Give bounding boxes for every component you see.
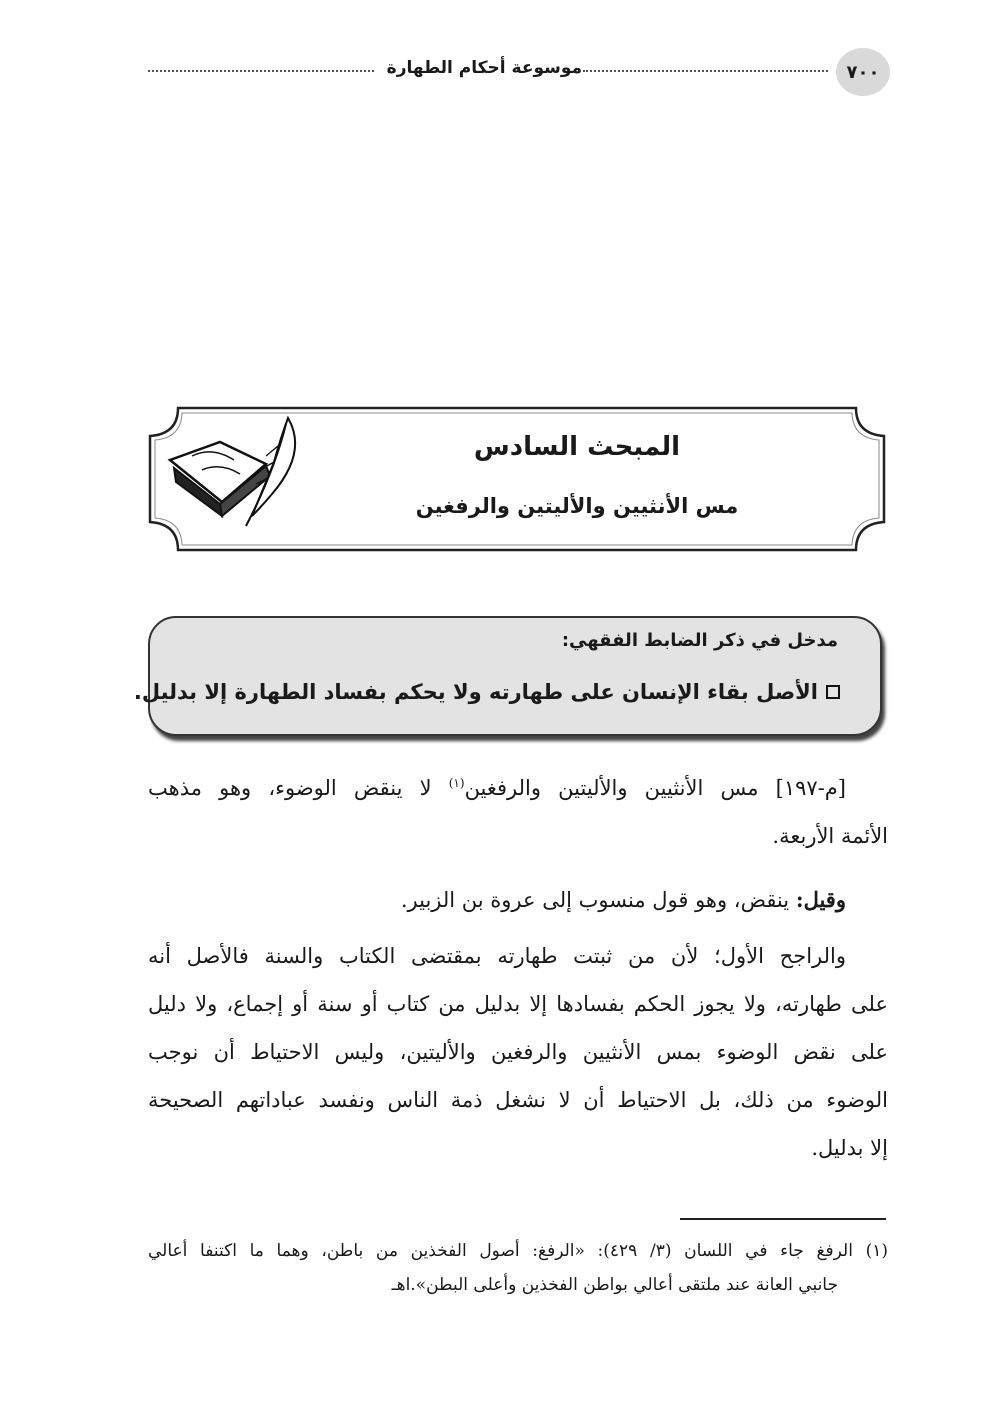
body-line: إلا بدليل. xyxy=(811,1136,888,1160)
running-header xyxy=(148,48,890,94)
header-divider-left xyxy=(148,70,374,72)
body-line: على طهارته، ولا يجوز الحكم بفسادها إلا بدليل من كتاب أو سنة أو إجماع، ولا دليل xyxy=(148,992,888,1016)
footnote-reference: (١) xyxy=(448,776,465,790)
footnote-line: (١) الرفغ جاء في اللسان (٣/ ٤٢٩): «الرفغ: أصول الفخذين من باطن، وهما ما اكتنفا أعالي xyxy=(148,1241,888,1261)
header-divider-right xyxy=(583,70,828,72)
page-number: ٧٠٠ xyxy=(836,48,890,96)
book-quill-icon xyxy=(162,412,312,538)
maxim-statement xyxy=(134,680,840,704)
opinion-label: وقيل: xyxy=(795,887,846,912)
checkbox-icon xyxy=(826,685,840,699)
body-line: الوضوء من ذلك، بل الاحتياط أن لا نشغل ذمة الناس ونفسد عباداتهم الصحيحة xyxy=(148,1088,888,1112)
chapter-subtitle: مس الأنثيين والأليتين والرفغين xyxy=(415,494,739,518)
footnote-line: جانبي العانة عند ملتقى أعالي بواطن الفخذين وأعلى البطن».اهـ xyxy=(391,1275,838,1295)
body-line: الأئمة الأربعة. xyxy=(772,824,888,848)
body-line xyxy=(148,876,888,924)
body-line: والراجح الأول؛ لأن من ثبتت طهارته بمقتضى الكتاب والسنة فالأصل أنه xyxy=(148,944,846,968)
maxim-heading: مدخل في ذكر الضابط الفقهي: xyxy=(561,630,838,651)
running-title: موسوعة أحكام الطهارة xyxy=(386,58,582,78)
footnote-separator xyxy=(680,1218,886,1220)
paragraph-3 xyxy=(148,932,888,1172)
opinion-text: ينقض، وهو قول منسوب إلى عروة بن الزبير. xyxy=(400,888,790,912)
paragraph-1 xyxy=(148,764,888,860)
issue-text-continued: لا ينقض الوضوء، وهو مذهب xyxy=(148,776,432,800)
paragraph-2 xyxy=(148,876,888,924)
footnotes xyxy=(148,1234,888,1302)
chapter-title-box xyxy=(146,404,888,554)
body-line xyxy=(148,764,888,812)
jurisprudential-maxim-box xyxy=(133,616,882,736)
body-line: على نقض الوضوء بمس الأنثيين والرفغين والأليتين، وليس الاحتياط أن نوجب xyxy=(148,1040,888,1064)
maxim-text: الأصل بقاء الإنسان على طهارته ولا يحكم بفساد الطهارة إلا بدليل. xyxy=(133,680,818,704)
issue-text: [م-١٩٧] مس الأنثيين والأليتين والرفغين xyxy=(464,776,846,800)
chapter-title: المبحث السادس xyxy=(473,432,681,462)
